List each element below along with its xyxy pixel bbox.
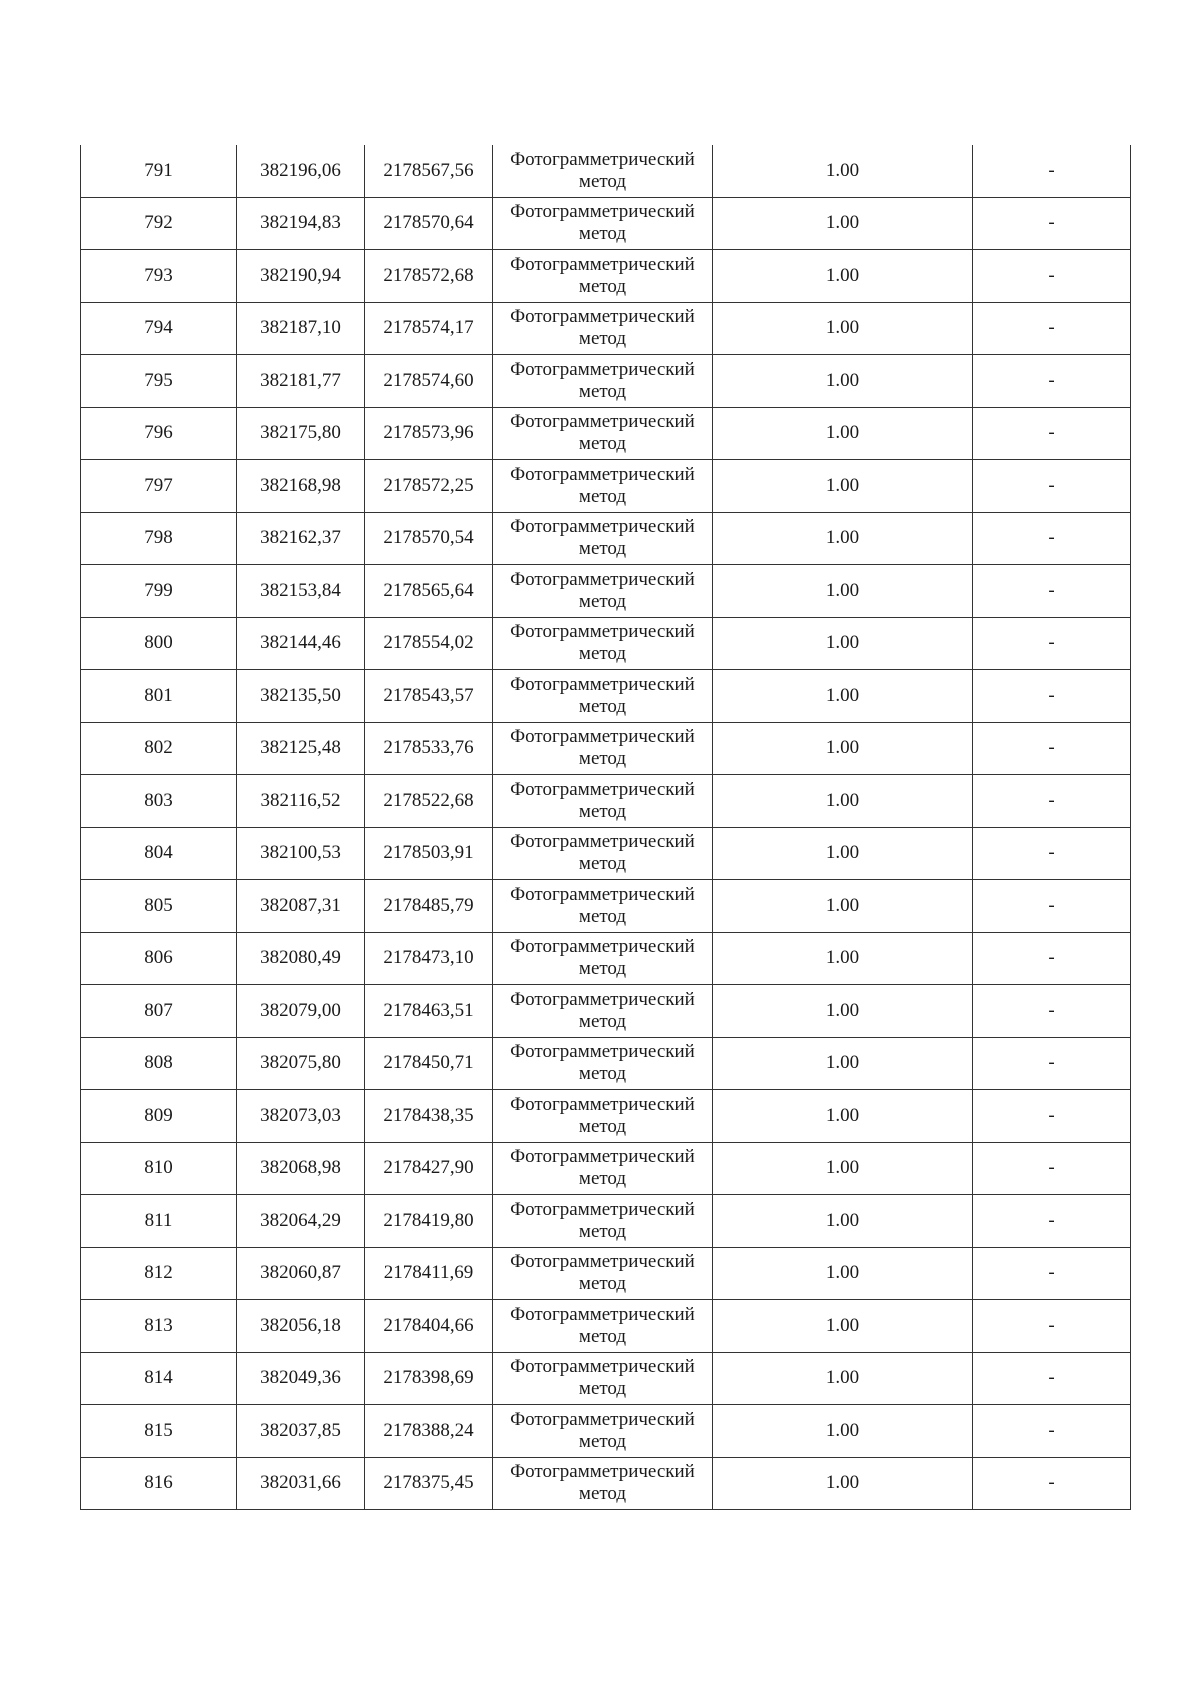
x-coordinate-cell: 382190,94 — [237, 250, 365, 303]
y-coordinate-cell: 2178450,71 — [365, 1037, 493, 1090]
table-row — [81, 512, 1131, 565]
method-cell — [493, 145, 713, 197]
accuracy-cell: 1.00 — [713, 617, 973, 670]
point-number-cell: 807 — [81, 985, 237, 1038]
method-line-1: Фотограмметрический — [510, 1356, 695, 1378]
accuracy-cell: 1.00 — [713, 670, 973, 723]
x-coordinate-cell: 382073,03 — [237, 1090, 365, 1143]
y-coordinate-cell: 2178522,68 — [365, 775, 493, 828]
method-line-2: метод — [578, 695, 627, 717]
x-coordinate-cell: 382135,50 — [237, 670, 365, 723]
point-number-cell: 793 — [81, 250, 237, 303]
x-coordinate-cell: 382080,49 — [237, 932, 365, 985]
y-coordinate-cell: 2178411,69 — [365, 1247, 493, 1300]
method-line-1: Фотограмметрический — [510, 201, 695, 223]
point-number-cell: 803 — [81, 775, 237, 828]
table-row — [81, 145, 1131, 197]
method-line-1: Фотограмметрический — [510, 988, 695, 1010]
method-cell — [493, 1300, 713, 1353]
method-line-1: Фотограмметрический — [510, 148, 695, 170]
accuracy-cell: 1.00 — [713, 1300, 973, 1353]
x-coordinate-cell: 382168,98 — [237, 460, 365, 513]
table-row — [81, 197, 1131, 250]
note-cell: - — [973, 355, 1131, 408]
note-cell: - — [973, 1352, 1131, 1405]
accuracy-cell: 1.00 — [713, 985, 973, 1038]
method-cell — [493, 1195, 713, 1248]
y-coordinate-cell: 2178567,56 — [365, 145, 493, 197]
note-cell: - — [973, 722, 1131, 775]
method-line-1: Фотограмметрический — [510, 463, 695, 485]
point-number-cell: 800 — [81, 617, 237, 670]
point-number-cell: 808 — [81, 1037, 237, 1090]
method-line-1: Фотограмметрический — [510, 831, 695, 853]
table-row — [81, 1247, 1131, 1300]
method-cell — [493, 1247, 713, 1300]
accuracy-cell: 1.00 — [713, 1090, 973, 1143]
method-cell — [493, 1037, 713, 1090]
method-line-2: метод — [578, 1168, 627, 1190]
method-line-1: Фотограмметрический — [510, 516, 695, 538]
method-line-1: Фотограмметрический — [510, 621, 695, 643]
x-coordinate-cell: 382187,10 — [237, 302, 365, 355]
note-cell: - — [973, 985, 1131, 1038]
method-cell — [493, 722, 713, 775]
table-row — [81, 460, 1131, 513]
accuracy-cell: 1.00 — [713, 775, 973, 828]
point-number-cell: 814 — [81, 1352, 237, 1405]
x-coordinate-cell: 382175,80 — [237, 407, 365, 460]
method-line-2: метод — [578, 380, 627, 402]
note-cell: - — [973, 1300, 1131, 1353]
table-row — [81, 1457, 1131, 1510]
method-cell — [493, 775, 713, 828]
method-cell — [493, 932, 713, 985]
method-line-2: метод — [578, 748, 627, 770]
method-cell — [493, 355, 713, 408]
method-line-1: Фотограмметрический — [510, 673, 695, 695]
y-coordinate-cell: 2178375,45 — [365, 1457, 493, 1510]
y-coordinate-cell: 2178572,68 — [365, 250, 493, 303]
point-number-cell: 809 — [81, 1090, 237, 1143]
note-cell: - — [973, 1142, 1131, 1195]
table-row — [81, 355, 1131, 408]
accuracy-cell: 1.00 — [713, 302, 973, 355]
accuracy-cell: 1.00 — [713, 460, 973, 513]
x-coordinate-cell: 382087,31 — [237, 880, 365, 933]
y-coordinate-cell: 2178543,57 — [365, 670, 493, 723]
accuracy-cell: 1.00 — [713, 827, 973, 880]
accuracy-cell: 1.00 — [713, 565, 973, 618]
y-coordinate-cell: 2178473,10 — [365, 932, 493, 985]
x-coordinate-cell: 382064,29 — [237, 1195, 365, 1248]
y-coordinate-cell: 2178419,80 — [365, 1195, 493, 1248]
point-number-cell: 799 — [81, 565, 237, 618]
note-cell: - — [973, 670, 1131, 723]
table-row — [81, 1300, 1131, 1353]
method-line-1: Фотограмметрический — [510, 253, 695, 275]
table-row — [81, 1405, 1131, 1458]
note-cell: - — [973, 932, 1131, 985]
note-cell: - — [973, 617, 1131, 670]
accuracy-cell: 1.00 — [713, 197, 973, 250]
method-line-1: Фотограмметрический — [510, 1251, 695, 1273]
table-row — [81, 1142, 1131, 1195]
point-number-cell: 791 — [81, 145, 237, 197]
y-coordinate-cell: 2178565,64 — [365, 565, 493, 618]
method-cell — [493, 1090, 713, 1143]
point-number-cell: 796 — [81, 407, 237, 460]
method-line-1: Фотограмметрический — [510, 778, 695, 800]
note-cell: - — [973, 250, 1131, 303]
method-line-2: метод — [578, 1220, 627, 1242]
note-cell: - — [973, 1405, 1131, 1458]
method-line-2: метод — [578, 1378, 627, 1400]
x-coordinate-cell: 382153,84 — [237, 565, 365, 618]
x-coordinate-cell: 382075,80 — [237, 1037, 365, 1090]
method-line-1: Фотограмметрический — [510, 883, 695, 905]
accuracy-cell: 1.00 — [713, 722, 973, 775]
table-row — [81, 407, 1131, 460]
table-row — [81, 1090, 1131, 1143]
method-line-1: Фотограмметрический — [510, 1198, 695, 1220]
method-cell — [493, 617, 713, 670]
method-line-1: Фотограмметрический — [510, 1461, 695, 1483]
method-line-1: Фотограмметрический — [510, 306, 695, 328]
x-coordinate-cell: 382116,52 — [237, 775, 365, 828]
method-line-2: метод — [578, 1273, 627, 1295]
x-coordinate-cell: 382068,98 — [237, 1142, 365, 1195]
method-line-2: метод — [578, 800, 627, 822]
point-number-cell: 816 — [81, 1457, 237, 1510]
coordinates-table-body — [81, 145, 1131, 1510]
accuracy-cell: 1.00 — [713, 1457, 973, 1510]
method-line-2: метод — [578, 905, 627, 927]
y-coordinate-cell: 2178388,24 — [365, 1405, 493, 1458]
point-number-cell: 797 — [81, 460, 237, 513]
point-number-cell: 811 — [81, 1195, 237, 1248]
method-line-1: Фотограмметрический — [510, 411, 695, 433]
method-line-2: метод — [578, 643, 627, 665]
x-coordinate-cell: 382125,48 — [237, 722, 365, 775]
note-cell: - — [973, 302, 1131, 355]
method-line-2: метод — [578, 170, 627, 192]
table-row — [81, 827, 1131, 880]
y-coordinate-cell: 2178503,91 — [365, 827, 493, 880]
method-cell — [493, 880, 713, 933]
point-number-cell: 805 — [81, 880, 237, 933]
method-cell — [493, 1405, 713, 1458]
accuracy-cell: 1.00 — [713, 512, 973, 565]
y-coordinate-cell: 2178554,02 — [365, 617, 493, 670]
y-coordinate-cell: 2178570,64 — [365, 197, 493, 250]
note-cell: - — [973, 1247, 1131, 1300]
x-coordinate-cell: 382079,00 — [237, 985, 365, 1038]
accuracy-cell: 1.00 — [713, 145, 973, 197]
accuracy-cell: 1.00 — [713, 1247, 973, 1300]
point-number-cell: 794 — [81, 302, 237, 355]
method-cell — [493, 250, 713, 303]
method-line-2: метод — [578, 1325, 627, 1347]
method-line-2: метод — [578, 1430, 627, 1452]
note-cell: - — [973, 197, 1131, 250]
method-line-1: Фотограмметрический — [510, 568, 695, 590]
y-coordinate-cell: 2178574,17 — [365, 302, 493, 355]
y-coordinate-cell: 2178572,25 — [365, 460, 493, 513]
x-coordinate-cell: 382049,36 — [237, 1352, 365, 1405]
accuracy-cell: 1.00 — [713, 355, 973, 408]
x-coordinate-cell: 382194,83 — [237, 197, 365, 250]
y-coordinate-cell: 2178570,54 — [365, 512, 493, 565]
method-line-2: метод — [578, 958, 627, 980]
method-cell — [493, 407, 713, 460]
x-coordinate-cell: 382037,85 — [237, 1405, 365, 1458]
table-row — [81, 617, 1131, 670]
method-line-2: метод — [578, 223, 627, 245]
accuracy-cell: 1.00 — [713, 1142, 973, 1195]
point-number-cell: 810 — [81, 1142, 237, 1195]
method-line-2: метод — [578, 1483, 627, 1505]
note-cell: - — [973, 880, 1131, 933]
method-line-2: метод — [578, 853, 627, 875]
point-number-cell: 802 — [81, 722, 237, 775]
method-cell — [493, 985, 713, 1038]
table-row — [81, 302, 1131, 355]
note-cell: - — [973, 1457, 1131, 1510]
method-line-1: Фотограмметрический — [510, 936, 695, 958]
x-coordinate-cell: 382100,53 — [237, 827, 365, 880]
y-coordinate-cell: 2178438,35 — [365, 1090, 493, 1143]
point-number-cell: 798 — [81, 512, 237, 565]
x-coordinate-cell: 382181,77 — [237, 355, 365, 408]
x-coordinate-cell: 382060,87 — [237, 1247, 365, 1300]
method-line-1: Фотограмметрический — [510, 1408, 695, 1430]
note-cell: - — [973, 460, 1131, 513]
point-number-cell: 795 — [81, 355, 237, 408]
method-cell — [493, 197, 713, 250]
accuracy-cell: 1.00 — [713, 1037, 973, 1090]
table-row — [81, 880, 1131, 933]
table-row — [81, 670, 1131, 723]
y-coordinate-cell: 2178485,79 — [365, 880, 493, 933]
method-cell — [493, 827, 713, 880]
x-coordinate-cell: 382056,18 — [237, 1300, 365, 1353]
method-line-2: метод — [578, 275, 627, 297]
method-cell — [493, 512, 713, 565]
method-line-1: Фотограмметрический — [510, 726, 695, 748]
note-cell: - — [973, 145, 1131, 197]
y-coordinate-cell: 2178533,76 — [365, 722, 493, 775]
accuracy-cell: 1.00 — [713, 250, 973, 303]
accuracy-cell: 1.00 — [713, 932, 973, 985]
accuracy-cell: 1.00 — [713, 407, 973, 460]
note-cell: - — [973, 407, 1131, 460]
x-coordinate-cell: 382031,66 — [237, 1457, 365, 1510]
note-cell: - — [973, 1037, 1131, 1090]
method-cell — [493, 1142, 713, 1195]
method-line-2: метод — [578, 1115, 627, 1137]
y-coordinate-cell: 2178573,96 — [365, 407, 493, 460]
table-row — [81, 1195, 1131, 1248]
method-line-2: метод — [578, 328, 627, 350]
note-cell: - — [973, 1090, 1131, 1143]
method-line-2: метод — [578, 433, 627, 455]
method-line-1: Фотограмметрический — [510, 1041, 695, 1063]
table-row — [81, 1352, 1131, 1405]
method-cell — [493, 670, 713, 723]
method-line-1: Фотограмметрический — [510, 1303, 695, 1325]
point-number-cell: 792 — [81, 197, 237, 250]
method-line-1: Фотограмметрический — [510, 1093, 695, 1115]
point-number-cell: 813 — [81, 1300, 237, 1353]
x-coordinate-cell: 382196,06 — [237, 145, 365, 197]
note-cell: - — [973, 512, 1131, 565]
y-coordinate-cell: 2178463,51 — [365, 985, 493, 1038]
accuracy-cell: 1.00 — [713, 1195, 973, 1248]
point-number-cell: 806 — [81, 932, 237, 985]
x-coordinate-cell: 382144,46 — [237, 617, 365, 670]
y-coordinate-cell: 2178574,60 — [365, 355, 493, 408]
method-cell — [493, 460, 713, 513]
method-cell — [493, 565, 713, 618]
method-cell — [493, 1457, 713, 1510]
method-line-2: метод — [578, 538, 627, 560]
note-cell: - — [973, 775, 1131, 828]
method-line-2: метод — [578, 1010, 627, 1032]
note-cell: - — [973, 565, 1131, 618]
y-coordinate-cell: 2178398,69 — [365, 1352, 493, 1405]
accuracy-cell: 1.00 — [713, 1352, 973, 1405]
point-number-cell: 812 — [81, 1247, 237, 1300]
accuracy-cell: 1.00 — [713, 1405, 973, 1458]
method-cell — [493, 1352, 713, 1405]
coordinates-table — [80, 145, 1131, 1510]
note-cell: - — [973, 827, 1131, 880]
y-coordinate-cell: 2178404,66 — [365, 1300, 493, 1353]
method-line-2: метод — [578, 485, 627, 507]
point-number-cell: 815 — [81, 1405, 237, 1458]
method-line-2: метод — [578, 1063, 627, 1085]
accuracy-cell: 1.00 — [713, 880, 973, 933]
point-number-cell: 804 — [81, 827, 237, 880]
table-row — [81, 250, 1131, 303]
point-number-cell: 801 — [81, 670, 237, 723]
table-row — [81, 932, 1131, 985]
y-coordinate-cell: 2178427,90 — [365, 1142, 493, 1195]
method-cell — [493, 302, 713, 355]
table-row — [81, 1037, 1131, 1090]
method-line-1: Фотограмметрический — [510, 1146, 695, 1168]
table-row — [81, 722, 1131, 775]
method-line-1: Фотограмметрический — [510, 358, 695, 380]
table-row — [81, 565, 1131, 618]
note-cell: - — [973, 1195, 1131, 1248]
table-row — [81, 775, 1131, 828]
x-coordinate-cell: 382162,37 — [237, 512, 365, 565]
method-line-2: метод — [578, 590, 627, 612]
table-row — [81, 985, 1131, 1038]
